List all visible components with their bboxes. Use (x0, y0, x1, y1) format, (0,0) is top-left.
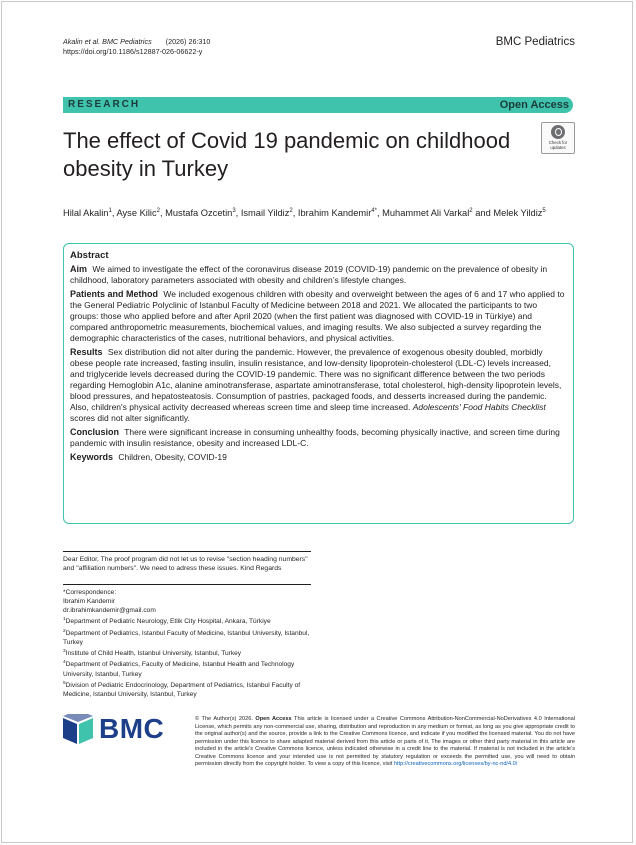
correspondence-label: *Correspondence: (63, 589, 117, 596)
keywords-label: Keywords (70, 452, 114, 462)
affiliation-item (63, 658, 311, 678)
section-banner (63, 97, 573, 113)
conclusion-text: There were significant increase in consuming unhealthy foods, becoming physically inactive, and screen time during pandemic with insulin resistance, obesity and increased LDL-C. (70, 427, 560, 448)
results-label: Results (70, 347, 103, 357)
affiliation-list (63, 615, 311, 699)
methods-text: We included exogenous children with obesity and overweight between the ages of 6 and 17 who applied to the General Pediatric Polyclinic of Istanbul Faculty of Medicine between 2018 and 2021. We allocated the participants to two groups: those who applied before and after April 2020 (when the first patient was diagnosed with COVID-19 in Türkiye) and compared anthropometric measurements, biochemical values, and imaging results. We also subjected a survey regarding the demographic characteristics of the cases, nutritional behaviors, and physical activities. (70, 289, 565, 343)
author-name[interactable]: Muhammet Ali Varkal (382, 208, 470, 219)
abstract-heading: Abstract (70, 250, 109, 261)
check-for-updates-label: Check for updates (548, 140, 568, 150)
author-affiliation-number: 3 (232, 208, 236, 214)
author-name[interactable]: Ibrahim Kandemir (297, 208, 372, 219)
abstract-results (70, 347, 566, 424)
author-affiliation-number: 5 (542, 208, 546, 214)
author-name[interactable]: Ayse Kilic (116, 208, 157, 219)
open-access-label: Open Access (499, 98, 569, 111)
author-affiliation-number: 2 (289, 208, 293, 214)
license-statement (195, 716, 575, 769)
bmc-logo (63, 714, 185, 744)
correspondence-name: Ibrahim Kandemir (63, 598, 116, 606)
author-name[interactable]: Melek Yildiz (493, 208, 543, 219)
aim-text: We aimed to investigate the effect of the coronavirus disease 2019 (COVID-19) pandemic on the prevalence of obesity in childhood, laboratory parameters associated with obesity and children’s lifestyle changes. (70, 264, 548, 285)
crossmark-icon (551, 125, 565, 139)
affiliation-text: Division of Pediatric Endocrinology, Department of Pediatrics, Istanbul Faculty of Medicine, Istanbul University, Istanbul, Turkey (63, 681, 301, 698)
section-label: RESEARCH (68, 99, 141, 110)
abstract-box (63, 243, 574, 524)
results-italic: Adolescents' Food Habits Checklist (412, 402, 546, 412)
affiliation-item (63, 627, 311, 647)
correspondence-block (63, 584, 311, 699)
abstract-keywords (70, 452, 566, 463)
editor-note: Dear Editor, The proof program did not let us to revise "section heading numbers" and "affiliation numbers". We need to adress these issues. Kind Regards (63, 551, 311, 574)
abstract-conclusion (70, 427, 566, 449)
affiliation-item (63, 647, 311, 658)
citation-journal: Akalin et al. BMC Pediatrics (63, 37, 152, 46)
affiliation-number: 5 (63, 680, 66, 686)
affiliation-text: Department of Pediatric Neurology, Etlik City Hospital, Ankara, Türkiye (65, 618, 271, 626)
author-list: Hilal Akalin$^1$, Ayse Kilic$^2$, Mustafa Ozcetin$^3$, Ismail Yildiz$^2$, Ibrahim Kandemir$^{4*}$, Muhammet Ali Varkal$^2$ and Melek Yildiz$^5$ (63, 208, 546, 219)
affiliation-number: 1 (63, 617, 66, 623)
author-affiliation-number: 2 (469, 208, 473, 214)
affiliation-item (63, 615, 311, 626)
license-link[interactable]: http://creativecommons.org/licenses/by-nc-nd/4.0/ (393, 761, 518, 767)
aim-label: Aim (70, 264, 88, 274)
journal-name: BMC Pediatrics (495, 36, 575, 48)
check-for-updates-button[interactable] (541, 122, 575, 154)
license-open-access: Open Access (255, 716, 292, 722)
affiliation-number: 4 (63, 660, 66, 666)
affiliation-text: Institute of Child Health, Istanbul University, Istanbul, Turkey (65, 650, 242, 658)
citation-header (63, 37, 210, 57)
author-affiliation-number: 2 (156, 208, 160, 214)
results-tail: scores did not alter significantly. (70, 413, 190, 423)
abstract-aim (70, 264, 566, 286)
author-name[interactable]: Mustafa Ozcetin (165, 208, 233, 219)
citation-year-page: (2026) 26:310 (165, 37, 211, 46)
affiliation-text: Department of Pediatrics, Istanbul Faculty of Medicine, Istanbul University, Istanbul, Turkey (63, 629, 310, 646)
license-copyright: © The Author(s) 2026. (195, 716, 253, 722)
abstract-methods (70, 289, 566, 344)
author-name[interactable]: Ismail Yildiz (240, 208, 290, 219)
author-affiliation-number: 4* (371, 208, 377, 214)
affiliation-item (63, 679, 311, 699)
license-text: This article is licensed under a Creative Commons Attribution-NonCommercial-NoDerivatives 4.0 International License, which permits any non-commercial use, sharing, distribution and reproduction in any medium or format, as long as you give appropriate credit to the original author(s) and the source, provide a link to the Creative Commons licence, and indicate if you modified the licensed material. You do not have permission under this licence to share adapted material derived from this article or parts of it. The images or other third party material in this article are included in the article’s Creative Commons licence, unless indicated otherwise in a credit line to the material. If material is not included in the article’s Creative Commons licence and your intended use is not permitted by statutory regulation or exceeds the permitted use, you will need to obtain permission directly from the copyright holder. To view a copy of this licence, visit (195, 716, 576, 767)
bmc-logo-text: BMC (99, 713, 165, 744)
author-affiliation-number: 1 (108, 208, 112, 214)
affiliation-number: 3 (63, 648, 66, 654)
methods-label: Patients and Method (70, 289, 159, 299)
doi-link[interactable]: https://doi.org/10.1186/s12887-026-06622-y (63, 47, 203, 56)
affiliation-number: 2 (63, 628, 66, 634)
results-text: Sex distribution did not alter during the pandemic. However, the prevalence of exogenous obesity doubled, morbidly obese people rate increased, fasting insulin, insulin resistance, and low-density lipoprotein-cholesterol (LDL-C) levels increased, and triglyceride levels decreased during the COVID-19 pandemic. There was no significant difference between the two periods regarding Hemoglobin A1c, alanine aminotransferase, aspartate aminotransferase, total cholesterol, high-density lipoprotein levels, blood pressures, and hepatosteatosis. Consumption of pastries, packaged foods, and desserts increased during the pandemic. Also, children's physical activity decreased whereas screen time and sleep time increased. (70, 347, 562, 412)
keywords-text: Children, Obesity, COVID-19 (118, 452, 227, 462)
affiliation-text: Department of Pediatrics, Faculty of Medicine, Istanbul Health and Technology University, Istanbul, Turkey (63, 661, 295, 678)
author-name[interactable]: Hilal Akalin (63, 208, 109, 219)
article-title: The effect of Covid 19 pandemic on childhood obesity in Turkey (63, 128, 511, 181)
correspondence-email[interactable]: dr.ibrahimkandemir@gmail.com (63, 607, 156, 615)
bmc-logo-icon (63, 714, 95, 744)
conclusion-label: Conclusion (70, 427, 119, 437)
